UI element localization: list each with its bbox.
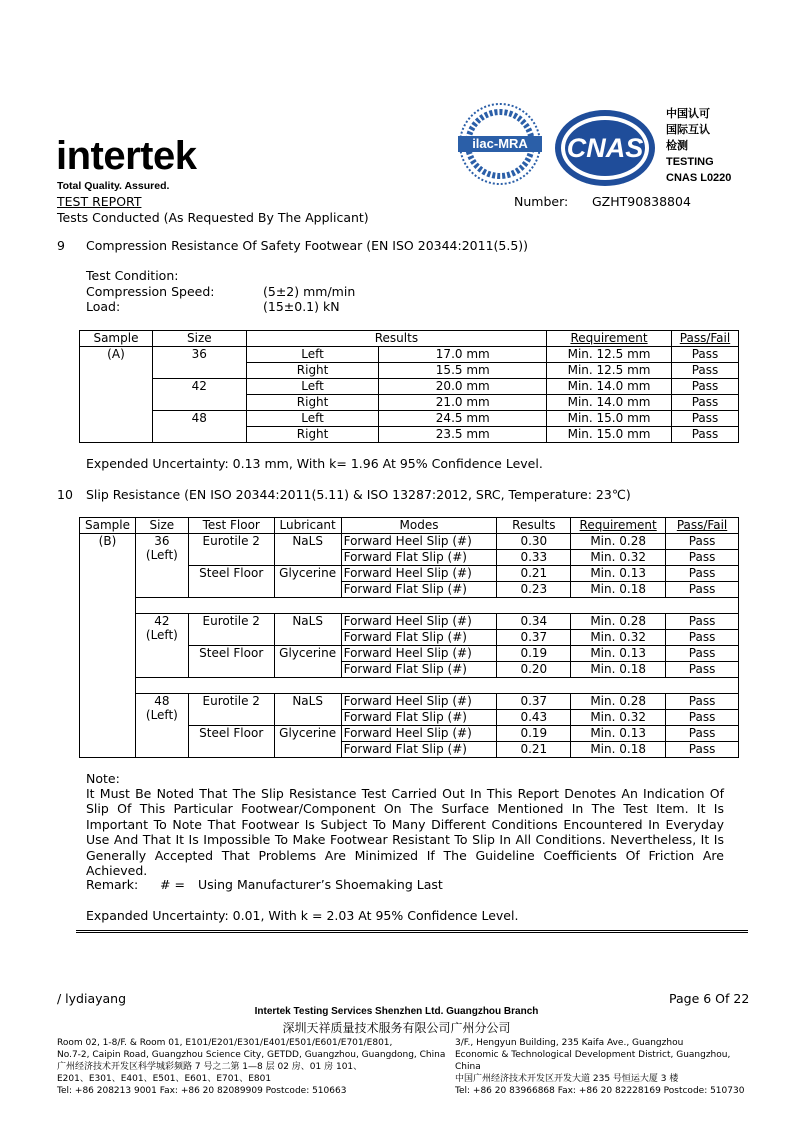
result-cell: 15.5 mm xyxy=(379,363,547,379)
cnas-logo xyxy=(553,108,657,188)
passfail-cell: Pass xyxy=(666,726,739,742)
passfail-cell: Pass xyxy=(671,395,738,411)
header-cell: Pass/Fail xyxy=(666,518,739,534)
result-cell: 23.5 mm xyxy=(379,427,547,443)
requirement-cell: Min. 0.32 xyxy=(571,710,666,726)
address-line: 广州经济技术开发区科学城彩频路 7 号之二第 1—8 层 02 房、01 房 101、 xyxy=(57,1062,363,1072)
remark-label: Remark: xyxy=(86,877,139,892)
table-row xyxy=(80,411,739,427)
requirement-cell: Min. 0.28 xyxy=(571,614,666,630)
requirement-cell: Min. 0.32 xyxy=(571,550,666,566)
result-cell: 17.0 mm xyxy=(379,347,547,363)
requirement-cell: Min. 0.28 xyxy=(571,694,666,710)
requirement-cell: Min. 0.18 xyxy=(571,662,666,678)
passfail-cell: Pass xyxy=(671,427,738,443)
side-cell: Right xyxy=(246,427,379,443)
mode-cell: Forward Flat Slip (#) xyxy=(341,582,497,598)
passfail-cell: Pass xyxy=(666,694,739,710)
section9-number: 9 xyxy=(57,238,65,253)
result-cell: 0.19 xyxy=(497,726,571,742)
mode-cell: Forward Flat Slip (#) xyxy=(341,630,497,646)
floor-cell: Steel Floor xyxy=(188,566,274,598)
result-cell: 0.21 xyxy=(497,566,571,582)
requirement-cell: Min. 0.18 xyxy=(571,742,666,758)
lubricant-cell: NaLS xyxy=(274,614,341,646)
tagline: Total Quality. Assured. xyxy=(57,180,170,192)
footer-address-left xyxy=(57,1037,447,1097)
mode-cell: Forward Flat Slip (#) xyxy=(341,662,497,678)
number-value: GZHT90838804 xyxy=(592,194,691,209)
passfail-cell: Pass xyxy=(666,614,739,630)
floor-cell: Eurotile 2 xyxy=(188,614,274,646)
passfail-cell: Pass xyxy=(666,662,739,678)
slip-table xyxy=(79,517,739,758)
lubricant-cell: Glycerine xyxy=(274,726,341,758)
side-cell: Right xyxy=(246,395,379,411)
section-divider xyxy=(76,930,748,931)
tests-conducted: Tests Conducted (As Requested By The Applicant) xyxy=(57,210,369,225)
header-cell: Requirement xyxy=(547,331,672,347)
mode-cell: Forward Heel Slip (#) xyxy=(341,694,497,710)
result-cell: 24.5 mm xyxy=(379,411,547,427)
spacer-cell xyxy=(135,598,738,614)
passfail-cell: Pass xyxy=(666,582,739,598)
address-line: Tel: +86 20 83966868 Fax: +86 20 82228169 Postcode: 510730 xyxy=(455,1086,745,1096)
spacer-row xyxy=(80,678,739,694)
passfail-cell: Pass xyxy=(671,379,738,395)
table-header-row xyxy=(80,518,739,534)
compression-table xyxy=(79,330,739,443)
section9-uncertainty: Expended Uncertainty: 0.13 mm, With k= 1.96 At 95% Confidence Level. xyxy=(86,456,543,471)
page-number: Page 6 Of 22 xyxy=(669,991,750,1006)
section-divider xyxy=(76,932,748,933)
lubricant-cell: NaLS xyxy=(274,694,341,726)
table-row xyxy=(80,347,739,363)
address-line: E201、E301、E401、E501、E601、E701、E801 xyxy=(57,1074,272,1084)
side-cell: Left xyxy=(246,411,379,427)
mode-cell: Forward Heel Slip (#) xyxy=(341,726,497,742)
passfail-cell: Pass xyxy=(666,710,739,726)
side-value: (Left) xyxy=(145,548,178,562)
requirement-cell: Min. 15.0 mm xyxy=(547,411,672,427)
passfail-cell: Pass xyxy=(671,363,738,379)
mode-cell: Forward Heel Slip (#) xyxy=(341,646,497,662)
size-value: 42 xyxy=(154,614,170,628)
size-cell: 42 xyxy=(152,379,246,411)
cnas-en-line: CNAS L0220 xyxy=(666,172,732,184)
table-row xyxy=(80,614,739,630)
header-cell: Sample xyxy=(80,518,136,534)
passfail-cell: Pass xyxy=(671,411,738,427)
side-value: (Left) xyxy=(145,708,178,722)
report-label: TEST REPORT xyxy=(57,194,142,209)
section10-number: 10 xyxy=(57,487,73,502)
lubricant-cell: NaLS xyxy=(274,534,341,566)
note-text: It Must Be Noted That The Slip Resistance Test Carried Out In This Report Denotes An Indication Of Slip Of This Particular Footwear/Component On The Surface Mentioned In The Test Item. It Is Important To Note That Footwear Is Subject To Many Different Conditions Encountered In Everyday Use And That It Is Impossible To Make Footwear Resistant To Slip In All Conditions. Nevertheless, It Is Generally Accepted That Problems Are Minimized If The Guideline Coefficients Of Friction Are Achieved. xyxy=(86,786,724,879)
test-condition-label: Test Condition: xyxy=(86,268,179,283)
result-cell: 0.19 xyxy=(497,646,571,662)
address-line: Economic & Technological Development District, Guangzhou, xyxy=(455,1050,731,1060)
mode-cell: Forward Heel Slip (#) xyxy=(341,534,497,550)
section9-title: Compression Resistance Of Safety Footwear (EN ISO 20344:2011(5.5)) xyxy=(86,238,529,253)
requirement-cell: Min. 0.28 xyxy=(571,534,666,550)
remark-symbol: # = xyxy=(160,877,185,892)
passfail-cell: Pass xyxy=(666,646,739,662)
cnas-cn-line: 中国认可 xyxy=(666,107,710,120)
header-cell: Pass/Fail xyxy=(671,331,738,347)
remark-text: Using Manufacturer’s Shoemaking Last xyxy=(198,877,443,892)
floor-cell: Steel Floor xyxy=(188,726,274,758)
requirement-cell: Min. 0.13 xyxy=(571,726,666,742)
size-cell: 36 xyxy=(152,347,246,379)
result-cell: 0.20 xyxy=(497,662,571,678)
size-cell xyxy=(135,614,188,678)
header-cell: Size xyxy=(135,518,188,534)
sample-cell: (B) xyxy=(80,534,136,758)
company-cn: 深圳天祥质量技术服务有限公司广州分公司 xyxy=(282,1021,511,1035)
requirement-cell: Min. 12.5 mm xyxy=(547,347,672,363)
mode-cell: Forward Heel Slip (#) xyxy=(341,614,497,630)
side-cell: Left xyxy=(246,347,379,363)
result-cell: 0.23 xyxy=(497,582,571,598)
section10-uncertainty: Expanded Uncertainty: 0.01, With k = 2.03 At 95% Confidence Level. xyxy=(86,908,519,923)
requirement-cell: Min. 0.13 xyxy=(571,646,666,662)
table-row xyxy=(80,534,739,550)
requirement-cell: Min. 15.0 mm xyxy=(547,427,672,443)
table-row xyxy=(80,694,739,710)
section10-title: Slip Resistance (EN ISO 20344:2011(5.11) & ISO 13287:2012, SRC, Temperature: 23℃) xyxy=(86,487,631,502)
result-cell: 0.34 xyxy=(497,614,571,630)
mode-cell: Forward Flat Slip (#) xyxy=(341,710,497,726)
requirement-cell: Min. 14.0 mm xyxy=(547,395,672,411)
address-line: Room 02, 1-8/F. & Room 01, E101/E201/E301/E401/E501/E601/E701/E801, xyxy=(57,1038,393,1048)
mode-cell: Forward Flat Slip (#) xyxy=(341,550,497,566)
ilac-mra-logo xyxy=(456,100,544,188)
header-cell: Sample xyxy=(80,331,153,347)
passfail-cell: Pass xyxy=(666,566,739,582)
result-cell: 0.33 xyxy=(497,550,571,566)
header-cell: Lubricant xyxy=(274,518,341,534)
load-label: Load: xyxy=(86,299,121,314)
header-cell: Results xyxy=(497,518,571,534)
passfail-cell: Pass xyxy=(666,550,739,566)
size-value: 48 xyxy=(154,694,170,708)
cnas-text: CNAS xyxy=(566,133,644,163)
result-cell: 0.37 xyxy=(497,694,571,710)
note-label: Note: xyxy=(86,771,120,786)
result-cell: 20.0 mm xyxy=(379,379,547,395)
cnas-cn-line: 国际互认 xyxy=(666,123,710,136)
requirement-cell: Min. 0.32 xyxy=(571,630,666,646)
mode-cell: Forward Flat Slip (#) xyxy=(341,742,497,758)
requirement-cell: Min. 12.5 mm xyxy=(547,363,672,379)
cnas-cn-line: 检测 xyxy=(666,139,688,152)
size-value: 36 xyxy=(154,534,170,548)
lubricant-cell: Glycerine xyxy=(274,566,341,598)
speed-label: Compression Speed: xyxy=(86,284,215,299)
header-cell: Size xyxy=(152,331,246,347)
header-cell: Test Floor xyxy=(188,518,274,534)
address-line: 3/F., Hengyun Building, 235 Kaifa Ave., Guangzhou xyxy=(455,1038,684,1048)
number-label: Number: xyxy=(514,194,569,209)
floor-cell: Steel Floor xyxy=(188,646,274,678)
header-cell: Requirement xyxy=(571,518,666,534)
header-cell: Modes xyxy=(341,518,497,534)
header-cell: Results xyxy=(246,331,546,347)
footer-address-right xyxy=(455,1037,755,1097)
size-cell: 48 xyxy=(152,411,246,443)
cnas-en-line: TESTING xyxy=(666,156,714,168)
company-en: Intertek Testing Services Shenzhen Ltd. Guangzhou Branch xyxy=(254,1006,539,1017)
result-cell: 0.30 xyxy=(497,534,571,550)
size-cell xyxy=(135,534,188,598)
address-line: China xyxy=(455,1062,481,1072)
sample-cell: (A) xyxy=(80,347,153,443)
spacer-cell xyxy=(135,678,738,694)
cnas-cn-text xyxy=(666,106,731,186)
size-cell xyxy=(135,694,188,758)
mode-cell: Forward Heel Slip (#) xyxy=(341,566,497,582)
result-cell: 0.21 xyxy=(497,742,571,758)
requirement-cell: Min. 0.18 xyxy=(571,582,666,598)
speed-value: (5±2) mm/min xyxy=(263,284,356,299)
passfail-cell: Pass xyxy=(666,630,739,646)
requirement-cell: Min. 14.0 mm xyxy=(547,379,672,395)
author: / lydiayang xyxy=(57,991,127,1006)
passfail-cell: Pass xyxy=(666,742,739,758)
passfail-cell: Pass xyxy=(671,347,738,363)
passfail-cell: Pass xyxy=(666,534,739,550)
address-line: 中国广州经济技术开发区开发大道 235 号恒运大厦 3 楼 xyxy=(455,1074,679,1084)
address-line: No.7-2, Caipin Road, Guangzhou Science City, GETDD, Guangzhou, Guangdong, China xyxy=(57,1050,446,1060)
floor-cell: Eurotile 2 xyxy=(188,694,274,726)
lubricant-cell: Glycerine xyxy=(274,646,341,678)
floor-cell: Eurotile 2 xyxy=(188,534,274,566)
side-cell: Left xyxy=(246,379,379,395)
ilac-text: ilac-MRA xyxy=(472,136,528,151)
side-value: (Left) xyxy=(145,628,178,642)
table-header-row xyxy=(80,331,739,347)
load-value: (15±0.1) kN xyxy=(263,299,340,314)
result-cell: 0.43 xyxy=(497,710,571,726)
address-line: Tel: +86 208213 9001 Fax: +86 20 82089909 Postcode: 510663 xyxy=(57,1086,347,1096)
intertek-logo: intertek xyxy=(56,134,197,178)
requirement-cell: Min. 0.13 xyxy=(571,566,666,582)
result-cell: 21.0 mm xyxy=(379,395,547,411)
result-cell: 0.37 xyxy=(497,630,571,646)
side-cell: Right xyxy=(246,363,379,379)
spacer-row xyxy=(80,598,739,614)
table-row xyxy=(80,379,739,395)
